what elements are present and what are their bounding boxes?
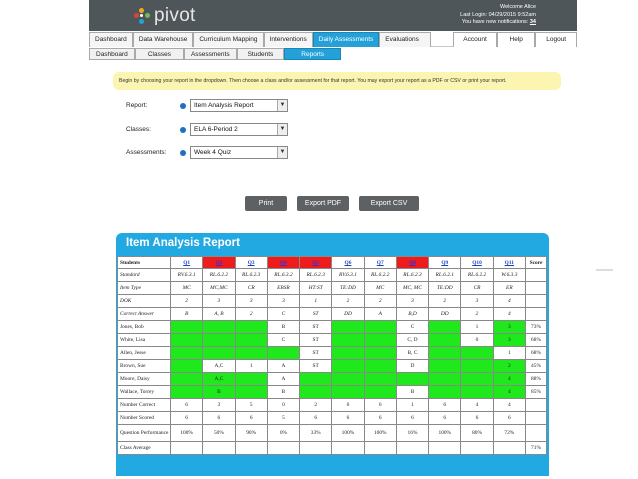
table-cell: [493, 442, 525, 455]
table-cell: B: [267, 386, 299, 399]
table-cell: RL.6.3.2: [267, 269, 299, 282]
table-cell: [429, 373, 461, 386]
table-cell: [267, 442, 299, 455]
table-cell: B, C: [396, 347, 428, 360]
table-cell: [364, 321, 396, 334]
table-cell: TE:DD: [332, 282, 364, 295]
nav-help[interactable]: Help: [497, 32, 535, 47]
table-cell: MC: [364, 282, 396, 295]
row-label: DOK: [118, 295, 171, 308]
row-label: Standard: [118, 269, 171, 282]
row-label: Correct Answer: [118, 308, 171, 321]
table-row: [118, 269, 547, 282]
table-cell: 6: [493, 412, 525, 425]
table-cell: [171, 386, 203, 399]
table-cell: 0%: [267, 425, 299, 442]
column-header-question[interactable]: [235, 257, 267, 269]
table-cell: [364, 334, 396, 347]
table-cell: 2: [461, 308, 493, 321]
table-cell: A: [267, 360, 299, 373]
column-header-question[interactable]: [203, 257, 235, 269]
column-header-students: Students: [118, 257, 171, 269]
table-row: [118, 334, 547, 347]
table-cell: [332, 347, 364, 360]
table-cell: 4: [493, 308, 525, 321]
table-cell: 4: [493, 399, 525, 412]
table-row: [118, 412, 547, 425]
table-row: [118, 442, 547, 455]
table-cell: [332, 442, 364, 455]
info-icon[interactable]: [180, 150, 186, 156]
table-cell: 0: [461, 334, 493, 347]
subnav-dashboard[interactable]: Dashboard: [89, 48, 135, 60]
table-cell: 6: [461, 412, 493, 425]
table-cell: [461, 386, 493, 399]
table-cell: 85%: [526, 386, 547, 399]
table-cell: C: [267, 334, 299, 347]
row-label: Allen, Jesse: [118, 347, 171, 360]
subnav-assessments[interactable]: Assessments: [184, 48, 237, 60]
nav-interventions[interactable]: Interventions: [264, 32, 313, 47]
table-cell: [171, 442, 203, 455]
table-cell: A: [364, 308, 396, 321]
row-label: White, Lisa: [118, 334, 171, 347]
table-cell: 71%: [526, 442, 547, 455]
row-label: Moore, Daisy: [118, 373, 171, 386]
classes-select[interactable]: [190, 123, 288, 136]
table-cell: 2: [300, 399, 332, 412]
table-cell: 88%: [526, 373, 547, 386]
table-cell: [235, 442, 267, 455]
table-cell: 3: [396, 295, 428, 308]
subnav-reports[interactable]: Reports: [284, 48, 341, 60]
notifications-count-link[interactable]: 34: [529, 19, 536, 25]
table-cell: [171, 360, 203, 373]
table-cell: [429, 442, 461, 455]
table-cell: ST: [300, 321, 332, 334]
instructions-banner: Begin by choosing your report in the dropdown. Then choose a class and/or assessment for that report. You may export your report as a PDF or CSV or print your report.: [113, 72, 561, 90]
table-cell: 3: [267, 295, 299, 308]
table-cell: B: [396, 386, 428, 399]
table-cell: [203, 347, 235, 360]
column-header-question[interactable]: [461, 257, 493, 269]
table-cell: 2: [235, 308, 267, 321]
table-cell: 100%: [364, 425, 396, 442]
table-cell: [364, 373, 396, 386]
table-cell: HT:ST: [300, 282, 332, 295]
table-cell: 6: [171, 412, 203, 425]
table-cell: C: [396, 321, 428, 334]
table-cell: [526, 295, 547, 308]
table-cell: 4: [461, 399, 493, 412]
nav-evaluations[interactable]: Evaluations: [379, 32, 431, 47]
info-icon[interactable]: [180, 127, 186, 133]
table-cell: 1: [235, 360, 267, 373]
table-cell: [429, 386, 461, 399]
table-cell: 6: [332, 399, 364, 412]
table-cell: 4: [493, 386, 525, 399]
table-cell: [171, 347, 203, 360]
table-cell: [526, 425, 547, 442]
row-label: Wallace, Torrey: [118, 386, 171, 399]
pivot-logo-icon: [134, 8, 150, 24]
table-cell: [235, 347, 267, 360]
table-cell: RL.6.2.3: [235, 269, 267, 282]
table-cell: [332, 334, 364, 347]
table-cell: 1: [461, 321, 493, 334]
row-label: Jones, Bob: [118, 321, 171, 334]
table-cell: C: [267, 308, 299, 321]
table-cell: [300, 442, 332, 455]
print-button[interactable]: Print: [245, 196, 287, 211]
notifications-line: [460, 19, 536, 27]
question-link[interactable]: Q2: [215, 259, 223, 266]
table-cell: C, D: [396, 334, 428, 347]
table-cell: 5: [267, 412, 299, 425]
table-cell: [396, 442, 428, 455]
table-cell: ST: [300, 334, 332, 347]
question-link[interactable]: Q10: [472, 259, 482, 266]
table-cell: 68%: [526, 347, 547, 360]
report-title: Item Analysis Report: [116, 233, 549, 254]
question-link[interactable]: Q8: [409, 259, 416, 266]
question-link[interactable]: Q9: [441, 259, 449, 266]
table-cell: 6: [429, 412, 461, 425]
table-cell: D: [396, 360, 428, 373]
table-cell: 3: [461, 295, 493, 308]
table-cell: 2: [493, 360, 525, 373]
table-cell: [235, 386, 267, 399]
table-cell: [429, 347, 461, 360]
column-header-question[interactable]: [493, 257, 525, 269]
classes-select-value: ELA 6-Period 2: [194, 126, 238, 133]
question-link[interactable]: Q5: [312, 259, 320, 266]
subnav-classes[interactable]: Classes: [135, 48, 184, 60]
table-cell: [332, 373, 364, 386]
table-cell: MC,MC: [203, 282, 235, 295]
table-cell: 16%: [396, 425, 428, 442]
table-row: [118, 295, 547, 308]
table-cell: RL.6.2.2: [203, 269, 235, 282]
last-login-text: Last Login: 04/29/2015 9:52am: [460, 11, 536, 18]
nav-daily-assessments[interactable]: Daily Assessments: [313, 32, 380, 47]
table-row: [118, 321, 547, 334]
table-cell: MC: [171, 282, 203, 295]
table-cell: 2: [364, 295, 396, 308]
table-cell: [235, 334, 267, 347]
assessments-select-value: Week 4 Quiz: [194, 149, 232, 156]
table-cell: 6: [300, 412, 332, 425]
row-label: Class Average: [118, 442, 171, 455]
table-cell: RL.6.2.1: [429, 269, 461, 282]
table-cell: 33%: [300, 425, 332, 442]
report-selector-row: [126, 99, 288, 112]
row-label: Question Performance: [118, 425, 171, 442]
table-cell: 2: [171, 295, 203, 308]
table-cell: [203, 321, 235, 334]
row-label: Number Scored: [118, 412, 171, 425]
column-header-question[interactable]: [364, 257, 396, 269]
table-cell: [364, 360, 396, 373]
nav-logout[interactable]: Logout: [535, 32, 577, 47]
table-cell: [526, 308, 547, 321]
nav-data-warehouse[interactable]: Data Warehouse: [133, 32, 194, 47]
table-cell: [429, 360, 461, 373]
column-header-question[interactable]: [332, 257, 364, 269]
table-row: [118, 425, 547, 442]
column-header-question[interactable]: [429, 257, 461, 269]
table-cell: 3: [203, 399, 235, 412]
user-info: [460, 4, 536, 27]
chevron-down-icon: ▼: [277, 124, 287, 135]
table-cell: [461, 442, 493, 455]
assessments-select[interactable]: [190, 146, 288, 159]
chevron-down-icon: ▼: [277, 100, 287, 111]
question-link[interactable]: Q11: [504, 259, 514, 266]
table-cell: [203, 442, 235, 455]
table-cell: W.6.3.3: [493, 269, 525, 282]
table-cell: RV.6.3.1: [171, 269, 203, 282]
table-cell: [171, 373, 203, 386]
subnav-students[interactable]: Students: [237, 48, 285, 60]
table-cell: 100%: [171, 425, 203, 442]
table-cell: RL.6.2.2: [461, 269, 493, 282]
table-row: [118, 308, 547, 321]
table-cell: [267, 347, 299, 360]
classes-selector-row: [126, 123, 288, 136]
table-cell: 80%: [461, 425, 493, 442]
table-header-row: [118, 257, 547, 269]
table-cell: [300, 386, 332, 399]
table-cell: 1: [300, 295, 332, 308]
table-cell: TE:DD: [429, 282, 461, 295]
table-cell: 0: [267, 399, 299, 412]
table-cell: [364, 347, 396, 360]
logo-text: pivot: [154, 5, 196, 26]
table-cell: [396, 373, 428, 386]
table-cell: 6: [203, 412, 235, 425]
table-cell: [235, 373, 267, 386]
table-cell: [526, 412, 547, 425]
question-link[interactable]: Q6: [344, 259, 352, 266]
column-header-question[interactable]: [300, 257, 332, 269]
table-cell: ST: [300, 360, 332, 373]
table-cell: [461, 373, 493, 386]
chevron-down-icon: ▼: [277, 147, 287, 158]
table-cell: [203, 334, 235, 347]
table-row: [118, 347, 547, 360]
report-select[interactable]: [190, 99, 288, 112]
table-row: [118, 386, 547, 399]
nav-account[interactable]: Account: [453, 32, 497, 47]
table-cell: [429, 334, 461, 347]
table-row: [118, 373, 547, 386]
table-cell: 5: [235, 399, 267, 412]
table-cell: A,C: [203, 360, 235, 373]
primary-nav: [89, 32, 577, 47]
nav-spacer: [431, 32, 453, 46]
table-cell: B: [267, 321, 299, 334]
app-header: [89, 0, 577, 31]
table-row: [118, 360, 547, 373]
question-link[interactable]: Q4: [279, 259, 287, 266]
nav-dashboard[interactable]: Dashboard: [89, 32, 133, 47]
pivot-logo[interactable]: [134, 5, 196, 27]
table-cell: 6: [364, 399, 396, 412]
table-cell: 6: [396, 412, 428, 425]
table-cell: [461, 360, 493, 373]
classes-label: Classes:: [126, 126, 151, 133]
table-cell: ST: [300, 347, 332, 360]
item-analysis-table: [117, 256, 547, 455]
info-icon[interactable]: [180, 103, 186, 109]
report-select-value: Item Analysis Report: [194, 102, 254, 109]
table-cell: DD: [429, 308, 461, 321]
table-cell: RL.6.2.2: [364, 269, 396, 282]
report-label: Report:: [126, 102, 148, 109]
column-header-score: Score: [526, 257, 547, 269]
table-cell: B: [203, 386, 235, 399]
table-cell: 2: [429, 295, 461, 308]
table-cell: [171, 334, 203, 347]
table-cell: CR: [461, 282, 493, 295]
assessments-label: Assessments:: [126, 149, 167, 156]
table-cell: [235, 321, 267, 334]
table-cell: DD: [332, 308, 364, 321]
table-cell: 100%: [332, 425, 364, 442]
table-cell: RV.6.3.1: [332, 269, 364, 282]
table-cell: [171, 321, 203, 334]
table-cell: [429, 321, 461, 334]
row-label: Number Correct: [118, 399, 171, 412]
table-row: [118, 399, 547, 412]
table-cell: A, B: [203, 308, 235, 321]
question-link[interactable]: Q7: [376, 259, 384, 266]
table-cell: [332, 360, 364, 373]
table-cell: B,D: [396, 308, 428, 321]
question-link[interactable]: Q1: [183, 259, 191, 266]
table-cell: 6: [429, 399, 461, 412]
table-cell: RL.6.2.3: [396, 269, 428, 282]
table-cell: A: [267, 373, 299, 386]
question-link[interactable]: Q3: [247, 259, 255, 266]
table-row: [118, 282, 547, 295]
welcome-text: Welcome Alice: [500, 4, 536, 10]
table-cell: [526, 399, 547, 412]
nav-curriculum-mapping[interactable]: Curriculum Mapping: [193, 32, 263, 47]
table-cell: A,C: [203, 373, 235, 386]
table-cell: RL.6.2.3: [300, 269, 332, 282]
row-label: Item Type: [118, 282, 171, 295]
table-cell: 50%: [203, 425, 235, 442]
table-cell: 4: [493, 295, 525, 308]
table-cell: [300, 373, 332, 386]
table-cell: [526, 269, 547, 282]
table-cell: 68%: [526, 334, 547, 347]
table-cell: B: [171, 308, 203, 321]
secondary-nav: [89, 48, 341, 60]
table-cell: CR: [235, 282, 267, 295]
table-cell: 3: [493, 334, 525, 347]
table-cell: 90%: [235, 425, 267, 442]
row-label: Brown, Sue: [118, 360, 171, 373]
table-cell: 2: [332, 295, 364, 308]
table-cell: 45%: [526, 360, 547, 373]
table-cell: EBSR: [267, 282, 299, 295]
table-cell: 72%: [493, 425, 525, 442]
table-cell: [461, 347, 493, 360]
notifications-label: You have new notifications:: [461, 19, 529, 25]
table-cell: 6: [235, 412, 267, 425]
table-cell: 6: [171, 399, 203, 412]
table-cell: 6: [364, 412, 396, 425]
table-cell: [364, 442, 396, 455]
table-cell: 1: [396, 399, 428, 412]
table-cell: [364, 386, 396, 399]
table-cell: 6: [332, 412, 364, 425]
assessments-selector-row: [126, 146, 288, 159]
table-cell: 73%: [526, 321, 547, 334]
table-cell: 3: [493, 321, 525, 334]
table-cell: 1: [493, 347, 525, 360]
table-cell: ST: [300, 308, 332, 321]
export-pdf-button[interactable]: Export PDF: [297, 196, 349, 211]
table-cell: 100%: [429, 425, 461, 442]
column-header-question[interactable]: [267, 257, 299, 269]
column-header-question[interactable]: [171, 257, 203, 269]
table-cell: ER: [493, 282, 525, 295]
table-cell: [332, 321, 364, 334]
table-cell: [526, 282, 547, 295]
table-cell: 3: [203, 295, 235, 308]
divider: [596, 269, 613, 271]
export-csv-button[interactable]: Export CSV: [359, 196, 419, 211]
table-cell: 4: [493, 373, 525, 386]
table-cell: MC, MC: [396, 282, 428, 295]
table-cell: 3: [235, 295, 267, 308]
column-header-question[interactable]: [396, 257, 428, 269]
table-cell: [332, 386, 364, 399]
